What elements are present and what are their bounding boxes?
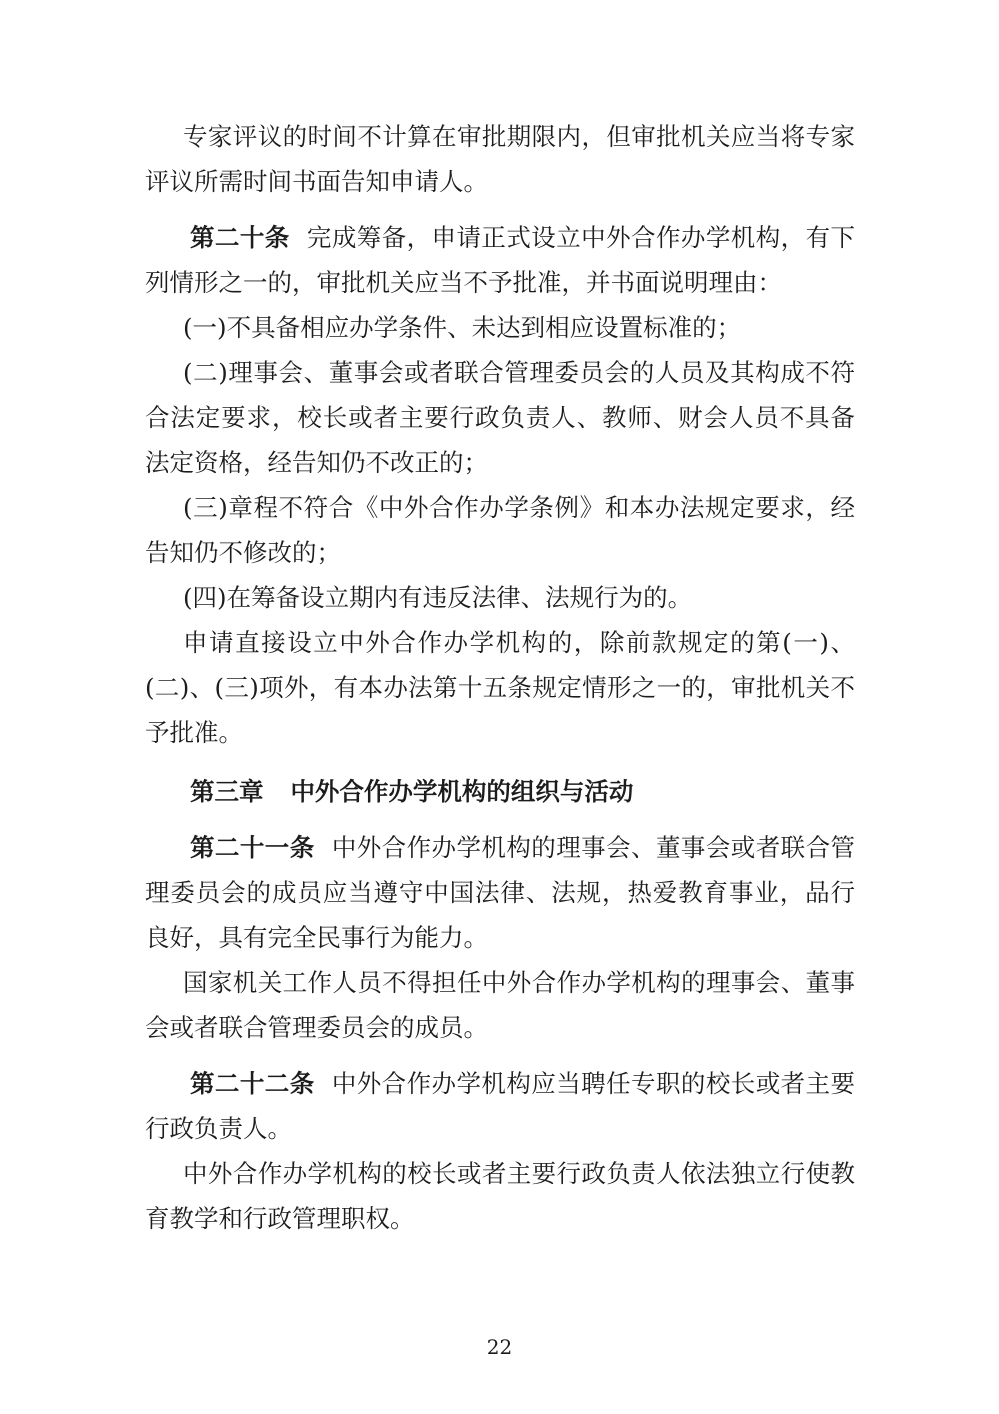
article-paragraph	[145, 1061, 855, 1151]
document-content	[145, 114, 855, 1241]
body-paragraph	[145, 485, 855, 575]
paragraph-text: 国家机关工作人员不得担任中外合作办学机构的理事会、董事会或者联合管理委员会的成员。	[145, 968, 855, 1042]
article-number-label: 第二十一条	[190, 833, 315, 862]
paragraph-text: 专家评议的时间不计算在审批期限内，但审批机关应当将专家评议所需时间书面告知申请人。	[145, 122, 855, 196]
chapter-heading	[145, 769, 855, 814]
body-paragraph	[145, 620, 855, 755]
article-paragraph	[145, 825, 855, 960]
body-paragraph	[145, 960, 855, 1050]
article-number-label: 第二十条	[190, 223, 290, 252]
body-paragraph	[145, 114, 855, 204]
paragraph-text: 中外合作办学机构的组织与活动	[290, 777, 634, 806]
article-number-label: 第二十二条	[190, 1069, 315, 1098]
paragraph-text: (三)章程不符合《中外合作办学条例》和本办法规定要求，经告知仍不修改的；	[145, 493, 855, 567]
article-paragraph	[145, 215, 855, 305]
paragraph-text: 完成筹备，申请正式设立中外合作办学机构，有下列情形之一的，审批机关应当不予批准，并书面说明理由：	[145, 223, 856, 297]
paragraph-text: (二)理事会、董事会或者联合管理委员会的人员及其构成不符合法定要求，校长或者主要行政负责人、教师、财会人员不具备法定资格，经告知仍不改正的；	[145, 358, 855, 477]
page-number: 22	[486, 1335, 513, 1359]
chapter-number-label: 第三章	[190, 777, 264, 806]
paragraph-text: 申请直接设立中外合作办学机构的，除前款规定的第(一)、(二)、(三)项外，有本办法第十五条规定情形之一的，审批机关不予批准。	[145, 628, 855, 747]
paragraph-text: 中外合作办学机构的理事会、董事会或者联合管理委员会的成员应当遵守中国法律、法规，热爱教育事业，品行良好，具有完全民事行为能力。	[145, 833, 855, 952]
body-paragraph	[145, 575, 855, 620]
paragraph-text: (一)不具备相应办学条件、未达到相应设置标准的；	[183, 313, 742, 342]
paragraph-text: 中外合作办学机构应当聘任专职的校长或者主要行政负责人。	[145, 1069, 855, 1143]
paragraph-text: (四)在筹备设立期内有违反法律、法规行为的。	[183, 583, 693, 612]
paragraph-text: 中外合作办学机构的校长或者主要行政负责人依法独立行使教育教学和行政管理职权。	[145, 1159, 855, 1233]
body-paragraph	[145, 1151, 855, 1241]
body-paragraph	[145, 305, 855, 350]
body-paragraph	[145, 350, 855, 485]
